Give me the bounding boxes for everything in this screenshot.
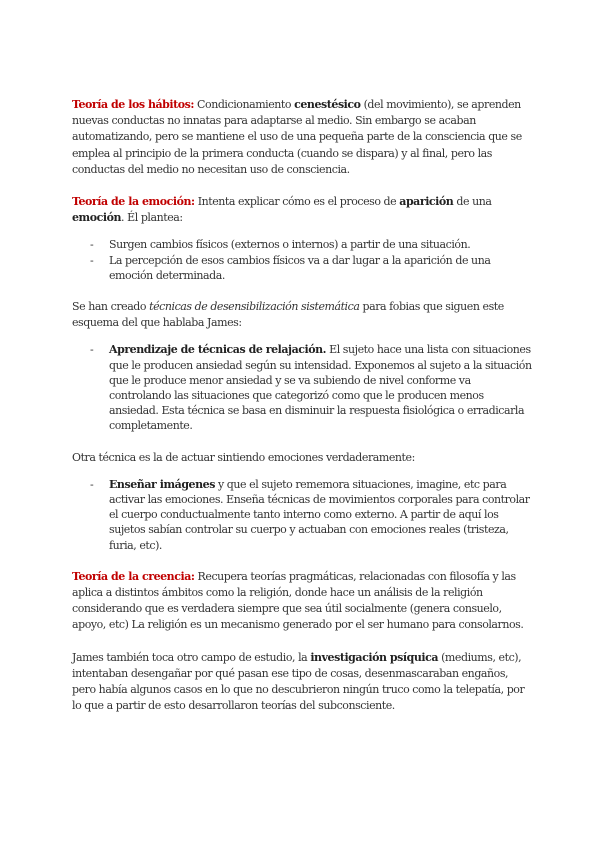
emotion-heading: Teoría de la emoción: [72, 195, 195, 209]
text-run: Condicionamiento [194, 98, 295, 111]
bold-term: Enseñar imágenes [109, 477, 215, 491]
spacer [72, 634, 532, 650]
text-run: de una [453, 195, 492, 209]
psychic-paragraph [72, 650, 532, 715]
bold-term: investigación psíquica [310, 650, 439, 664]
emotion-list [72, 237, 532, 283]
spacer [72, 331, 532, 342]
text-run: . Él plantea: [121, 211, 183, 225]
list-item: - Surgen cambios físicos (externos o internos) a partir de una situación. [109, 237, 532, 252]
text-run: (del movimiento), se aprenden nuevas conductas no innatas para adaptarse al medio. Sin embargo se acaban automatizando, pero se mantiene el uso de una pequeña parte de la consciencia que se emplea al principio de la primera conducta (cuando se dispara) y al final, pero las conductas del medio no necesitan uso de consciencia. [72, 98, 522, 176]
habits-heading: Teoría de los hábitos: [72, 98, 195, 111]
text-run: (mediums, etc), intentaban desengañar por qué pasan ese tipo de cosas, desenmascaraban engaños, pero había algunos casos en lo que no descubrieron ningún truco como la telepatía, por lo que a partir de esto desarrollaron teorías del subconsciente. [72, 650, 525, 713]
text-run: James también toca otro campo de estudio, la [72, 650, 311, 664]
spacer [72, 226, 532, 237]
list-item [109, 477, 532, 553]
habits-paragraph [72, 97, 532, 178]
bold-term: cenestésico [294, 98, 361, 111]
bold-term: emoción [72, 211, 122, 225]
bold-term: aparición [399, 195, 454, 209]
techniques-paragraph [72, 299, 532, 331]
list-item: - La percepción de esos cambios físicos va a dar lugar a la aparición de una emoción determinada. [109, 253, 532, 283]
text-run: Recupera teorías pragmáticas, relacionadas con filosofía y las aplica a distintos ámbitos como la religión, donde hace un análisis de la religión considerando que es verdadera siempre que sea útil socialmente (genera consuelo, apoyo, etc) La religión es un mecanismo generado por el ser humano para consolarnos. [72, 569, 524, 632]
relaxation-list [72, 342, 532, 433]
spacer [72, 283, 532, 299]
text-run: El sujeto hace una lista con situaciones que le producen ansiedad según su intensidad. Exponemos al sujeto a la situación que le produce menor ansiedad y se va subiendo de nivel conforme va controlando las situaciones que categorizó como que le producen menos ansiedad. Esta técnica se basa en disminuir la respuesta fisiológica o erradicarla completamente. [109, 343, 532, 433]
belief-paragraph [72, 569, 532, 634]
text-run: y que el sujeto rememora situaciones, imagine, etc para activar las emociones. Enseña técnicas de movimientos corporales para controlar el cuerpo conductualmente tanto interno como externo. A partir de aquí los sujetos sabían controlar su cuerpo y actuaban con emociones reales (tristeza, furia, etc). [109, 477, 530, 552]
text-run: Se han creado [72, 300, 150, 314]
italic-term: técnicas de desensibilización sistemática [149, 300, 360, 314]
emotion-paragraph [72, 194, 532, 226]
belief-heading: Teoría de la creencia: [72, 569, 195, 583]
list-item [109, 342, 532, 433]
spacer [72, 178, 532, 194]
bold-term: Aprendizaje de técnicas de relajación. [109, 343, 327, 357]
spacer [72, 466, 532, 477]
text-run: para fobias que siguen este esquema del que hablaba James: [72, 300, 504, 330]
other-technique-paragraph: Otra técnica es la de actuar sintiendo emociones verdaderamente: [72, 450, 415, 464]
text-run: Intenta explicar cómo es el proceso de [194, 195, 400, 209]
spacer [72, 434, 532, 450]
images-list [72, 477, 532, 553]
spacer [72, 553, 532, 569]
